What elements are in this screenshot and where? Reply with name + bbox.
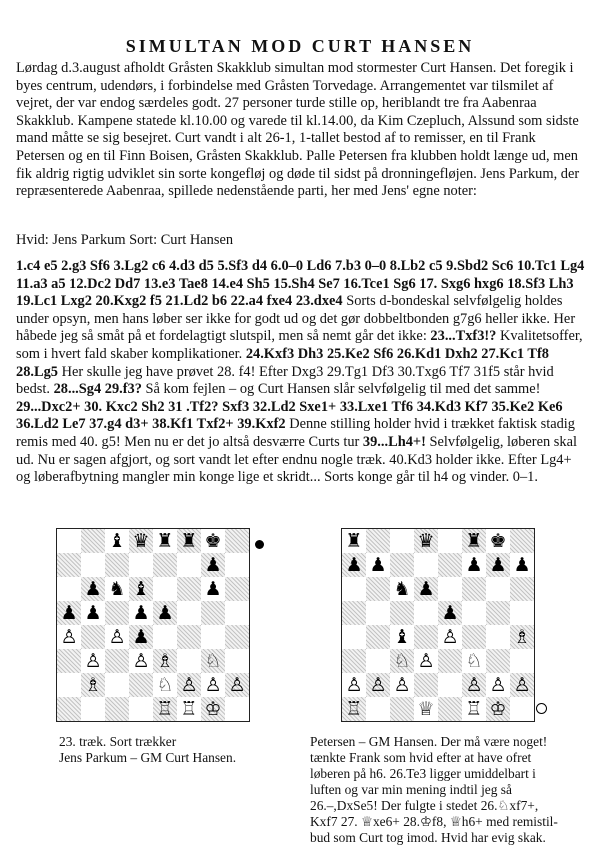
diagram-2-caption-line-6: Kxf7 27. ♕xe6+ 28.♔f8, ♕h6+ med remistil- [310,814,558,829]
white-bishop-icon: ♗ [513,626,531,648]
board-square [105,601,129,625]
move-notation: 29...Dxc2+ 30. Kxc2 Sh2 31 .Tf2? Sxf3 32.Ld2 Sxe1+ 33.Lxe1 Tf6 34.Kd3 Kf7 35.Ke2 Ke6 36.Ld2 Le7 37.g4 d3+ 38.Kf1 Txf2+ 39.Kxf2 [16,398,563,433]
board-square [81,697,105,721]
players-line: Hvid: Jens Parkum Sort: Curt Hansen [16,232,234,248]
chess-diagram-1 [56,528,250,722]
black-knight-icon: ♞ [393,578,411,600]
move-notation: 1.c4 e5 2.g3 Sf6 3.Lg2 c6 4.d3 d5 5.Sf3 d4 6.0–0 Ld6 7.b3 0–0 8.Lb2 c5 9.Sbd2 Sc6 10.Tc1 Lg4 11.a3 a5 12.Dc2 Dd7 13.e3 Tae8 14.e4 Sh5 15.Sh4 Se7 16.Tce1 Sg6 17. Sxg6 hxg6 18.Sf3 Lh3 19.Lc1 Lxg2 20.Kxg2 f5 21.Ld2 b6 22.a4 fxe4 23.dxe4 [16,258,585,310]
board-square [57,673,81,697]
board-square [177,577,201,601]
black-king-icon: ♚ [204,530,222,552]
board-square [177,553,201,577]
board-square [81,553,105,577]
board-square [366,649,390,673]
black-rook-icon: ♜ [345,530,363,552]
white-knight-icon: ♘ [156,674,174,696]
white-rook-icon: ♖ [180,698,198,720]
white-king-icon: ♔ [204,698,222,720]
board-square [177,601,201,625]
white-pawn-icon: ♙ [132,650,150,672]
board-square [129,697,153,721]
move-commentary: Her skulle jeg have prøvet 28. f4! Efter Dxg3 29.Tg1 Df3 30.Txg6 Tf7 31f5 står hvid bedst. [16,363,554,398]
black-pawn-icon: ♟ [204,578,222,600]
board-square [390,529,414,553]
board-square [177,649,201,673]
board-square [105,697,129,721]
black-pawn-icon: ♟ [84,602,102,624]
board-square [342,601,366,625]
board-square [510,529,534,553]
move-notation: 24.Kxf3 Dh3 25.Ke2 Sf6 26.Kd1 Dxh2 27.Kc1 Tf8 28.Lg5 [16,345,549,380]
board-square [414,601,438,625]
diagram-2-caption-line-5: 26.–,DxSe5! Der fulgte i stedet 26.♘xf7+, [310,798,539,813]
board-square [201,625,225,649]
white-pawn-icon: ♙ [417,650,435,672]
intro-paragraph: Lørdag d.3.august afholdt Gråsten Skakklub simultan mod stormester Curt Hansen. Det foregik i byes centrum, udendørs, i forbindelse med Gråsten Torvedage. Arrangementet var tilsmilet af vejret, der var endog særdeles godt. 27 personer turde stille op, heriblandt tre fra Aabenraa Skakklub. Kampene statede kl.10.00 og varede til kl.14.00, da Kim Czepluch, Alssund som sidste mand måtte se sig besejret. Curt vandt i alt 26-1, 1-tallet bestod af to remisser, en til Frank Petersen og en til Finn Boisen, Gråsten Skakklub. Palle Petersen fra klubben holdt længe ud, men fik aldrig rigtig udviklet sin sorte kongefløj og døde til sidst på dronningefløjen. Jens Parkum, der repræsenterede Aabenraa, spillede nedenstående parti, her med Jens' egne noter: [16,60,580,200]
board-square [414,553,438,577]
black-pawn-icon: ♟ [156,602,174,624]
board-square [153,553,177,577]
board-square [342,649,366,673]
move-commentary: Kvalitetsoffer, som i hvert fald skaber komplikationer. [16,328,583,362]
board-square [57,553,81,577]
white-pawn-icon: ♙ [180,674,198,696]
game-moves-paragraph [16,258,588,487]
black-pawn-icon: ♟ [132,626,150,648]
black-king-icon: ♚ [489,530,507,552]
board-square [510,697,534,721]
white-king-icon: ♔ [489,698,507,720]
diagram-2-caption-line-7: bud som Curt tog imod. Hvid har evig skak. [310,830,546,845]
board-square [366,577,390,601]
black-to-move-indicator [255,540,264,549]
move-commentary: Så kom fejlen – og Curt Hansen slår selvfølgelig til med det samme! [141,381,541,398]
black-rook-icon: ♜ [156,530,174,552]
board-square [153,577,177,601]
diagram-2-caption-line-3: løberen på h6. 26.Te3 ligger umiddelbart i [310,766,536,781]
board-square [57,697,81,721]
board-square [57,577,81,601]
white-pawn-icon: ♙ [204,674,222,696]
board-square [486,577,510,601]
black-pawn-icon: ♟ [369,554,387,576]
white-knight-icon: ♘ [393,650,411,672]
board-square [366,529,390,553]
black-bishop-icon: ♝ [132,578,150,600]
board-square [438,697,462,721]
board-square [129,673,153,697]
board-square [414,673,438,697]
board-square [201,601,225,625]
diagram-1-caption [59,734,289,766]
white-pawn-icon: ♙ [84,650,102,672]
board-square [57,649,81,673]
diagram-2-caption-line-4: luften og var min mening indtil jeg så [310,782,512,797]
board-square [390,601,414,625]
board-square [153,625,177,649]
board-square [510,601,534,625]
white-pawn-icon: ♙ [513,674,531,696]
white-pawn-icon: ♙ [441,626,459,648]
board-square [486,601,510,625]
white-knight-icon: ♘ [204,650,222,672]
black-queen-icon: ♛ [132,530,150,552]
board-square [225,601,249,625]
black-pawn-icon: ♟ [513,554,531,576]
white-pawn-icon: ♙ [345,674,363,696]
diagram-1-caption-line-2: Jens Parkum – GM Curt Hansen. [59,750,237,765]
board-square [225,529,249,553]
move-commentary: Denne stilling holder hvid i trækket faktisk stadig remis med 40. g5! Men nu er det jo altså desværre Curts tur [16,416,575,450]
board-square [225,649,249,673]
board-square [438,553,462,577]
chess-diagram-2 [341,528,535,722]
board-square [486,649,510,673]
white-rook-icon: ♖ [465,698,483,720]
move-notation: 28...Sg4 29.f3? [53,381,142,398]
white-rook-icon: ♖ [156,698,174,720]
diagram-1-caption-line-1: 23. træk. Sort trækker [59,734,177,749]
black-pawn-icon: ♟ [345,554,363,576]
diagram-2-caption-line-1: Petersen – GM Hansen. Der må være noget! [310,734,548,749]
black-bishop-icon: ♝ [108,530,126,552]
board-square [438,649,462,673]
move-commentary: Selvfølgelig, løberen skal ud. Nu er sagen afgjort, og sort vandt let efter endnu nogle træk. 40.Kd3 holder ikke. Efter Lg4+ og løberafbytning mangler min konge lige et skridt... Sorts konge går til h4 og vinder. 0–1. [16,433,577,486]
white-pawn-icon: ♙ [489,674,507,696]
board-square [225,577,249,601]
board-square [81,529,105,553]
board-square [462,601,486,625]
white-pawn-icon: ♙ [465,674,483,696]
board-square [225,553,249,577]
black-queen-icon: ♛ [417,530,435,552]
board-square [225,697,249,721]
white-queen-icon: ♕ [417,698,435,720]
board-square [390,553,414,577]
board-square [105,673,129,697]
white-bishop-icon: ♗ [156,650,174,672]
black-rook-icon: ♜ [465,530,483,552]
board-square [438,673,462,697]
white-pawn-icon: ♙ [228,674,246,696]
board-square [462,625,486,649]
board-square [486,625,510,649]
diagram-2-caption-line-2: tænkte Frank som hvid efter at have ofret [310,750,532,765]
white-pawn-icon: ♙ [369,674,387,696]
black-pawn-icon: ♟ [489,554,507,576]
black-pawn-icon: ♟ [465,554,483,576]
white-bishop-icon: ♗ [84,674,102,696]
white-knight-icon: ♘ [465,650,483,672]
board-square [342,577,366,601]
board-square [366,601,390,625]
diagram-2-caption [310,734,590,846]
move-commentary: Sorts d-bondeskal selvfølgelig holdes under opsyn, men hans løber ser ikke for godt ud og det gør dobbeltbonden g7g6 heller ikke. Her håbede jeg så småt på et fordelagtigt slutspil, men så nemt går det ikke: [16,293,576,345]
board-square [366,697,390,721]
white-rook-icon: ♖ [345,698,363,720]
board-square [510,649,534,673]
white-to-move-indicator [536,703,547,714]
black-bishop-icon: ♝ [393,626,411,648]
white-pawn-icon: ♙ [60,626,78,648]
black-pawn-icon: ♟ [132,602,150,624]
board-square [366,625,390,649]
white-pawn-icon: ♙ [393,674,411,696]
board-square [225,625,249,649]
black-pawn-icon: ♟ [60,602,78,624]
board-square [462,577,486,601]
black-pawn-icon: ♟ [204,554,222,576]
board-square [438,577,462,601]
board-square [105,553,129,577]
black-rook-icon: ♜ [180,530,198,552]
black-pawn-icon: ♟ [84,578,102,600]
move-notation: 23...Txf3!? [430,328,497,345]
black-pawn-icon: ♟ [441,602,459,624]
board-square [105,649,129,673]
black-knight-icon: ♞ [108,578,126,600]
board-square [438,529,462,553]
board-square [81,625,105,649]
board-square [390,697,414,721]
board-square [510,577,534,601]
move-notation: 39...Lh4+! [362,433,426,450]
board-square [57,529,81,553]
board-square [129,553,153,577]
white-pawn-icon: ♙ [108,626,126,648]
board-square [414,625,438,649]
black-pawn-icon: ♟ [417,578,435,600]
article-title: SIMULTAN MOD CURT HANSEN [125,36,475,56]
board-square [342,625,366,649]
board-square [177,625,201,649]
